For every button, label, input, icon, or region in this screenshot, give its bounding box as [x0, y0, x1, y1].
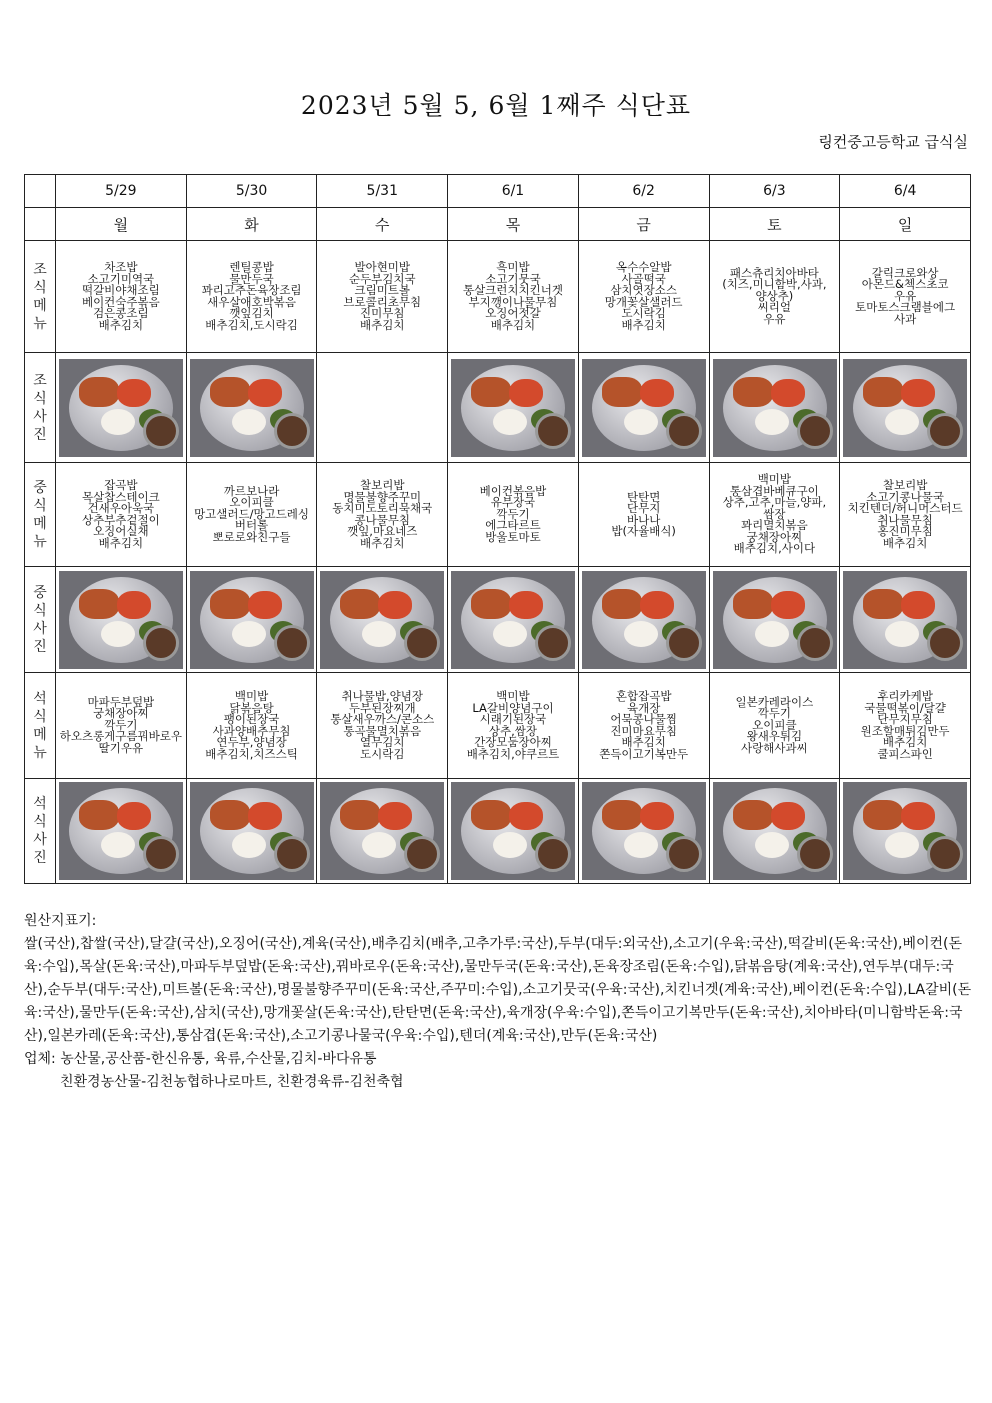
meal-photo [190, 359, 314, 457]
supplier-line-eco: 친환경농산물-김천농협하나로마트, 친환경육류-김천축협 [60, 1074, 404, 1090]
meal-photo [59, 782, 183, 880]
row-label: 중식사진 [25, 567, 56, 673]
menu-cell: 흑미밥 소고기뭇국 통살크런치치킨너겟 부지깽이나물무침 오징어젓갈 배추김치 [448, 241, 579, 353]
date-cell: 6/4 [840, 175, 971, 208]
date-cell: 6/2 [578, 175, 709, 208]
row-label: 조식사진 [25, 353, 56, 463]
meal-photo [190, 782, 314, 880]
meal-photo [582, 571, 706, 669]
date-cell: 6/1 [448, 175, 579, 208]
menu-cell: 옥수수알밥 사골떡국 삼치엿장소스 망개꽃살샐러드 도시락김 배추김치 [578, 241, 709, 353]
row-label: 석식메뉴 [25, 673, 56, 779]
menu-cell: 갈릭크로와상 아몬드&첵스초코 우유 토마토스크램블에그 사과 [840, 241, 971, 353]
photo-cell [186, 567, 317, 673]
day-cell: 수 [317, 208, 448, 241]
menu-cell: 까르보나라 오이피클 망고샐러드/망고드레싱 버터롤 뽀로로와친구들 [186, 463, 317, 567]
corner-cell [25, 208, 56, 241]
menu-cell: 베이컨볶음밥 유부장국 깍두기 에그타르트 방울토마토 [448, 463, 579, 567]
photo-cell [709, 779, 840, 884]
photo-cell [709, 567, 840, 673]
day-cell: 월 [56, 208, 187, 241]
photo-cell [709, 353, 840, 463]
photo-cell [186, 353, 317, 463]
meal-photo [582, 782, 706, 880]
photo-cell [56, 567, 187, 673]
menu-cell: 후리카케밥 국물떡볶이/달걀 단무지무침 원조할매튀김만두 배추김치 쿨피스파인 [840, 673, 971, 779]
photo-cell [840, 353, 971, 463]
day-cell: 화 [186, 208, 317, 241]
meal-photo [190, 571, 314, 669]
meal-photo [59, 359, 183, 457]
photo-cell [56, 779, 187, 884]
supplier-line: 업체: 농산물,공산품-한신유통, 육류,수산물,김치-바다유통 [24, 1051, 377, 1067]
photo-cell [840, 779, 971, 884]
menu-cell: 찰보리밥 명물불향주꾸미 동치미도토리묵채국 콩나물무침 깻잎,마요네즈 배추김치 [317, 463, 448, 567]
photo-cell [578, 779, 709, 884]
day-cell: 일 [840, 208, 971, 241]
corner-cell [25, 175, 56, 208]
photo-cell [840, 567, 971, 673]
photo-cell [448, 779, 579, 884]
meal-photo [320, 571, 444, 669]
day-cell: 토 [709, 208, 840, 241]
menu-cell: 백미밥 닭볶음탕 팽이된장국 사과양배추무침 연두부,양념장 배추김치,치즈스틱 [186, 673, 317, 779]
menu-cell: 찰보리밥 소고기콩나물국 치킨텐더/허니머스터드 취나물무침 홍진미무침 배추김치 [840, 463, 971, 567]
row-label: 석식사진 [25, 779, 56, 884]
date-cell: 6/3 [709, 175, 840, 208]
photo-cell-empty [317, 353, 448, 463]
menu-cell: 잡곡밥 목살찹스테이크 건새우아욱국 상추부추겉절이 오징어실채 배추김치 [56, 463, 187, 567]
lunch-menu-row [25, 463, 971, 567]
meal-photo [451, 359, 575, 457]
school-name: 링컨중고등학교 급식실 [818, 133, 968, 151]
notes-section [24, 910, 972, 1094]
menu-cell: 백미밥 통삼겹바베큐구이 상추,고추,마늘,양파,쌈장 꽈리멸치볶음 궁채장아찌 배추김치,사이다 [709, 463, 840, 567]
breakfast-photo-row [25, 353, 971, 463]
lunch-photo-row [25, 567, 971, 673]
dinner-menu-row [25, 673, 971, 779]
meal-schedule-table [24, 174, 971, 884]
meal-photo [582, 359, 706, 457]
row-label: 조식메뉴 [25, 241, 56, 353]
photo-cell [448, 353, 579, 463]
meal-photo [713, 571, 837, 669]
meal-photo [451, 782, 575, 880]
photo-cell [186, 779, 317, 884]
menu-cell: 차조밥 소고기미역국 떡갈비야채조림 베이컨숙주볶음 검은콩조림 배추김치 [56, 241, 187, 353]
meal-photo [59, 571, 183, 669]
meal-photo [713, 782, 837, 880]
photo-cell [317, 567, 448, 673]
origin-heading: 원산지표기: [24, 913, 97, 929]
photo-cell [578, 567, 709, 673]
photo-cell [56, 353, 187, 463]
photo-cell [317, 779, 448, 884]
meal-photo [320, 782, 444, 880]
menu-cell: 마파두부덮밥 궁채장아찌 깍두기 하오츠롱게구름꿔바로우 딸기우유 [56, 673, 187, 779]
meal-photo [843, 782, 967, 880]
meal-photo [843, 571, 967, 669]
breakfast-menu-row [25, 241, 971, 353]
origin-text: 쌀(국산),찹쌀(국산),달걀(국산),오징어(국산),계육(국산),배추김치(배추,고추가루:국산),두부(대두:외국산),소고기(우육:국산),떡갈비(돈육:국산),베이컨(돈육:수입),목살(돈육:국산),마파두부덮밥(돈육:국산),꿔바로우(돈육:국산),물만두국(돈육:국산),돈육장조림(돈육:수입),닭볶음탕(계육:국산),연두부(대두:국산),순두부(대두:국산),미트볼(돈육:국산),명물불향주꾸미(돈육:국산,주꾸미:수입),소고기뭇국(우육:국산),치킨너겟(계육:국산),베이컨(돈육:수입),LA갈비(돈육:국산),물만두(돈육:국산),삼치(국산),망개꽃살(돈육:국산),탄탄면(돈육:국산),육개장(우육:수입),쫀득이고기복만두(돈육:국산),치아바타(미니함박돈육:국산),일본카레(돈육:국산),통삼겹(돈육:국산),소고기콩나물국(우육:수입),텐더(계육:국산),만두(돈육:국산) [24, 936, 972, 1044]
row-label: 중식메뉴 [25, 463, 56, 567]
page-title: 2023년 5월 5, 6월 1째주 식단표 [300, 91, 692, 120]
date-row [25, 175, 971, 208]
date-cell: 5/29 [56, 175, 187, 208]
meal-photo [843, 359, 967, 457]
menu-cell: 백미밥 LA갈비양념구이 시래기된장국 상추,쌈장 간장모둠장아찌 배추김치,야쿠르트 [448, 673, 579, 779]
photo-cell [448, 567, 579, 673]
menu-cell: 발아현미밥 순두부김치국 크림미트볼 브로콜리초무침 진미무침 배추김치 [317, 241, 448, 353]
menu-cell: 패스츄리치아바타 (치즈,미니함박,사과,양상추) 씨리얼 우유 [709, 241, 840, 353]
day-cell: 금 [578, 208, 709, 241]
photo-cell [578, 353, 709, 463]
meal-photo [713, 359, 837, 457]
dinner-photo-row [25, 779, 971, 884]
menu-cell: 렌틸콩밥 물만두국 꽈리고추돈육장조림 새우살애호박볶음 깻잎김치 배추김치,도시락김 [186, 241, 317, 353]
date-cell: 5/31 [317, 175, 448, 208]
day-cell: 목 [448, 208, 579, 241]
menu-cell: 탄탄면 단무지 바나나 밥(자율배식) [578, 463, 709, 567]
day-row [25, 208, 971, 241]
menu-cell: 일본카레라이스 깍두기 오이피클 왕새우튀김 사랑해사과씨 [709, 673, 840, 779]
menu-cell: 혼합잡곡밥 육개장 어묵콩나물찜 진미마요무침 배추김치 쫀득이고기복만두 [578, 673, 709, 779]
date-cell: 5/30 [186, 175, 317, 208]
meal-photo [451, 571, 575, 669]
menu-cell: 취나물밥,양념장 두부된장찌개 통살새우까스/콘소스 통곡물멸치볶음 열무김치 도시락김 [317, 673, 448, 779]
